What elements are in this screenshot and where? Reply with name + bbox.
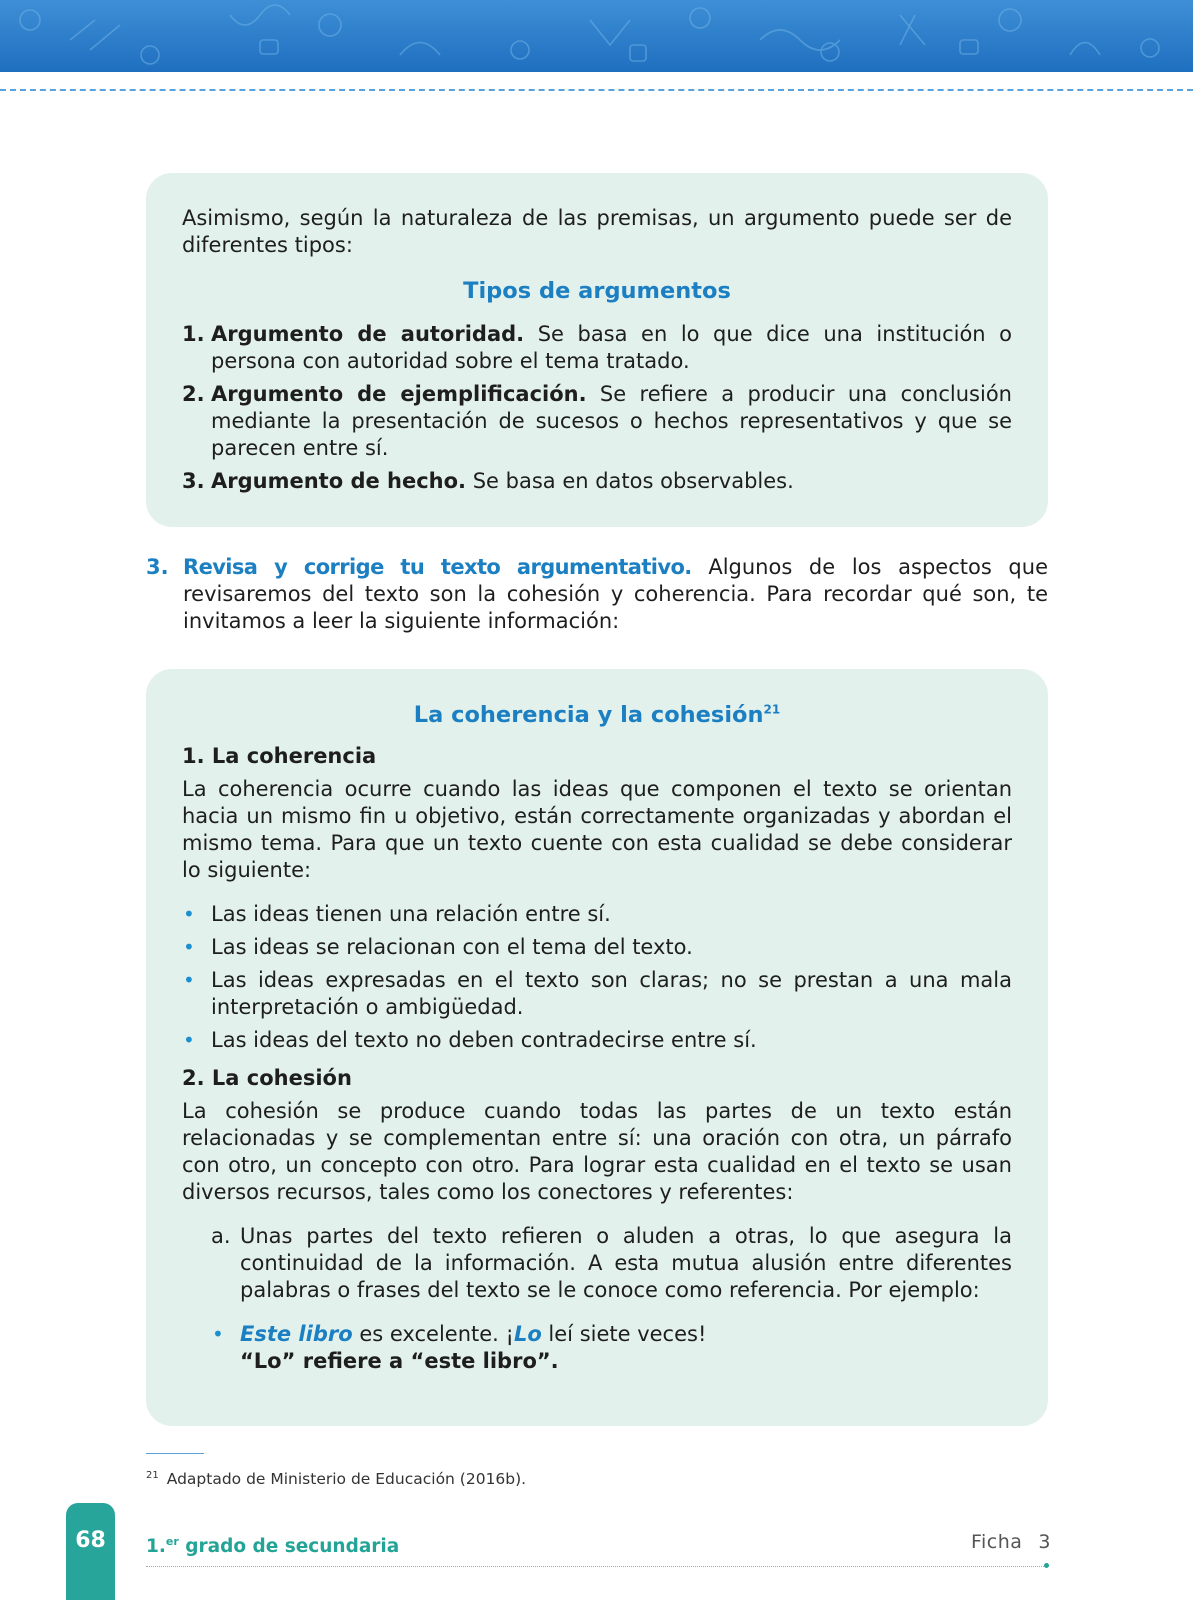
item-number: 1. [182, 322, 205, 346]
grade-prefix: 1. [146, 1536, 166, 1558]
step-number: 3. [146, 555, 169, 579]
bullet-text: Las ideas tienen una relación entre sí. [211, 902, 611, 926]
item-term: Argumento de hecho. [211, 469, 467, 493]
coherencia-text: La coherencia ocurre cuando las ideas que componen el texto se orientan hacia un mismo fin u objetivo, están correctamente organizadas y abordan el mismo tema. Para que un texto cuente con esta cualidad se debe considerar lo siguiente: [182, 777, 1012, 882]
page-number: 68 [75, 1528, 106, 1553]
footer-dot-icon [1044, 1563, 1049, 1568]
coherencia-bullets [182, 901, 1012, 1054]
bullet-icon: • [183, 935, 195, 959]
example-note: “Lo” refiere a “este libro”. [240, 1349, 559, 1373]
footnote-rule [146, 1453, 204, 1454]
argument-types-title: Tipos de argumentos [463, 278, 731, 304]
step-text: Algunos de los aspectos que revisaremos del texto son la cohesión y coherencia. Para recordar qué son, te invitamos a leer la siguiente información: [183, 555, 1048, 633]
item-text: Se basa en lo que dice una institución o persona con autoridad sobre el tema tratado. [211, 322, 1012, 373]
bullet-icon: • [212, 1322, 224, 1346]
footnote-number: 21 [146, 1470, 159, 1481]
coherencia-heading: 1. La coherencia [182, 744, 377, 768]
argument-type-item [182, 321, 1012, 375]
item-term: Argumento de ejemplificación. [211, 382, 587, 406]
example-mid: es excelente. ¡ [352, 1322, 514, 1346]
ficha-text: Ficha [970, 1531, 1023, 1553]
ficha-number: 3 [1038, 1531, 1051, 1553]
coherence-cohesion-title [182, 701, 1012, 729]
grade-label [146, 1530, 399, 1559]
footer-dotted-rule [146, 1566, 1048, 1567]
item-text: Se basa en datos observables. [466, 469, 794, 493]
example-sentence [240, 1321, 1012, 1348]
footnote [146, 1466, 526, 1489]
argument-type-item [182, 381, 1012, 462]
footnote-ref: 21 [763, 702, 781, 717]
list-item [182, 967, 1012, 1021]
bullet-text: Las ideas se relacionan con el tema del texto. [211, 935, 693, 959]
item-term: Argumento de autoridad. [211, 322, 525, 346]
cohesion-text: La cohesión se produce cuando todas las partes de un texto están relacionadas y se complementan entre sí: una oración con otra, un párrafo con otro, un concepto con otro. Para lograr esta cualidad en el texto se usan diversos recursos, tales como los conectores y referentes: [182, 1099, 1012, 1204]
ficha-label [971, 1530, 1051, 1554]
list-item [182, 901, 1012, 928]
header-dashed-rule [0, 89, 1193, 91]
bullet-icon: • [183, 902, 195, 926]
footnote-text: Adaptado de Ministerio de Educación (2016b). [166, 1470, 527, 1489]
example-em-1: Este libro [240, 1322, 353, 1346]
box1-intro: Asimismo, según la naturaleza de las premisas, un argumento puede ser de diferentes tipos: [182, 206, 1012, 257]
item-number: 2. [182, 382, 205, 406]
alpha-letter: a. [211, 1224, 231, 1248]
bullet-icon: • [183, 968, 195, 992]
item-text: Se refiere a producir una conclusión mediante la presentación de sucesos o hechos representativos y que se parecen entre sí. [211, 382, 1012, 460]
bullet-text: Las ideas expresadas en el texto son claras; no se prestan a una mala interpretación o ambigüedad. [211, 968, 1012, 1019]
argument-types-list [182, 321, 1012, 495]
bullet-text: Las ideas del texto no deben contradecirse entre sí. [211, 1028, 757, 1052]
reference-example [182, 1321, 1012, 1375]
step-3-paragraph [146, 554, 1048, 635]
cohesion-heading: 2. La cohesión [182, 1066, 352, 1090]
list-item [182, 934, 1012, 961]
coherence-cohesion-box [146, 669, 1048, 1426]
grade-sup: er [165, 1535, 179, 1548]
doodle-pattern [0, 0, 1193, 72]
argument-type-item [182, 468, 1012, 495]
bullet-icon: • [183, 1028, 195, 1052]
header-banner [0, 0, 1193, 72]
list-item [182, 1027, 1012, 1054]
title-text: La coherencia y la cohesión [413, 702, 764, 728]
grade-rest: grado de secundaria [178, 1536, 400, 1558]
example-end: leí siete veces! [541, 1322, 707, 1346]
argument-types-box [146, 173, 1048, 527]
alpha-item [182, 1223, 1012, 1304]
alpha-text: Unas partes del texto refieren o aluden a otras, lo que asegura la continuidad de la información. A esta mutua alusión entre diferentes palabras o frases del texto se le conoce como referencia. Por ejemplo: [240, 1224, 1012, 1302]
step-lead: Revisa y corrige tu texto argumentativo. [183, 555, 692, 579]
example-em-2: Lo [513, 1322, 542, 1346]
item-number: 3. [182, 469, 205, 493]
